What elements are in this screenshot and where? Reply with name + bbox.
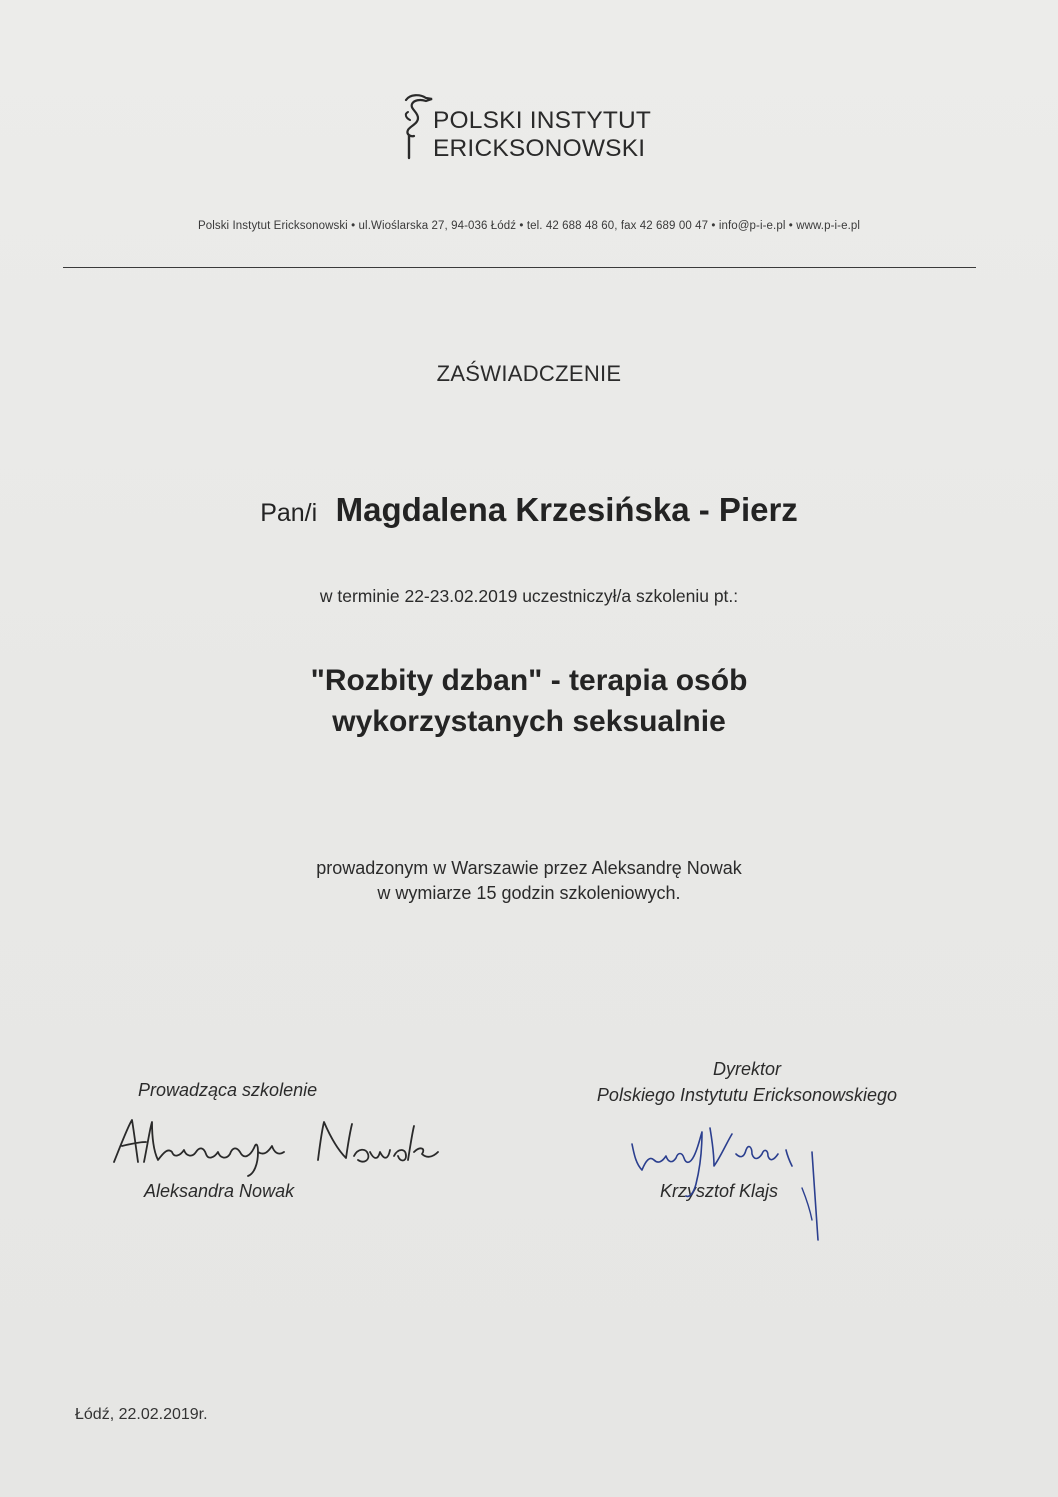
training-details xyxy=(0,856,1058,906)
details-line1: prowadzonym w Warszawie przez Aleksandrę Nowak xyxy=(316,858,742,878)
place-date: Łódź, 22.02.2019r. xyxy=(75,1406,208,1423)
header-divider xyxy=(63,267,976,268)
recipient xyxy=(0,491,1058,529)
trainer-name: Aleksandra Nowak xyxy=(144,1181,295,1201)
document-title: ZAŚWIADCZENIE xyxy=(436,361,622,386)
recipient-name: Magdalena Krzesińska - Pierz xyxy=(335,491,798,528)
logo-text-line2: ERICKSONOWSKI xyxy=(433,135,646,162)
director-name: Krzysztof Klajs xyxy=(660,1181,779,1201)
trainer-signature xyxy=(108,1112,448,1178)
course-title-line2: wykorzystanych seksualnie xyxy=(332,705,726,738)
course-title xyxy=(0,660,1058,742)
contact-line: Polski Instytut Ericksonowski • ul.Wioślarska 27, 94-036 Łódź • tel. 42 688 48 60, fax 42 689 00 47 • info@p-i-e.pl • www.p-i-e.pl xyxy=(197,220,861,232)
recipient-prefix: Pan/i xyxy=(260,499,318,527)
trainer-role: Prowadząca szkolenie xyxy=(138,1080,318,1100)
director-title-line1: Dyrektor xyxy=(712,1059,781,1079)
heron-icon xyxy=(396,90,434,160)
details-line2: w wymiarze 15 godzin szkoleniowych. xyxy=(377,883,681,903)
director-signature xyxy=(620,1098,835,1248)
director-title-line2: Polskiego Instytutu Ericksonowskiego xyxy=(596,1085,898,1105)
course-title-line1: "Rozbity dzban" - terapia osób xyxy=(310,664,748,697)
logo-text-line1: POLSKI INSTYTUT xyxy=(433,107,652,134)
term-line: w terminie 22-23.02.2019 uczestniczył/a szkoleniu pt.: xyxy=(319,586,739,606)
